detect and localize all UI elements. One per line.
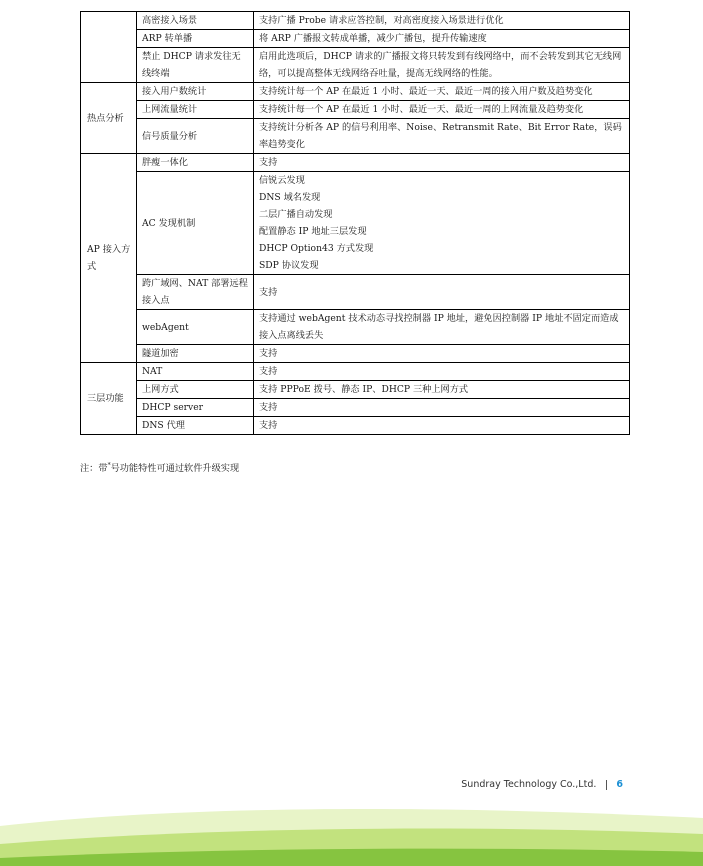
- feature-cell: 上网方式: [137, 381, 254, 399]
- feature-cell: webAgent: [137, 310, 254, 345]
- spec-table-body: [81, 12, 630, 435]
- table-row: [81, 310, 630, 345]
- description-cell: [254, 310, 630, 345]
- description-line: 将 ARP 广播报文转成单播，减少广播包，提升传输速度: [259, 33, 487, 44]
- table-row: [81, 119, 630, 154]
- description-cell: [254, 48, 630, 83]
- description-cell: [254, 83, 630, 101]
- description-cell: [254, 417, 630, 435]
- description-cell: [254, 381, 630, 399]
- footnote-suffix: 号功能特性可通过软件升级实现: [110, 463, 240, 474]
- table-row: [81, 83, 630, 101]
- description-line: 启用此选项后，DHCP 请求的广播报文将只转发到有线网络中，而不会转发到其它无线网络，可以提高整体无线网络吞吐量，提高无线网络的性能。: [259, 51, 622, 79]
- feature-cell: DHCP server: [137, 399, 254, 417]
- category-cell: 热点分析: [81, 83, 137, 154]
- description-line: 支持: [259, 366, 278, 377]
- category-cell: AP 接入方式: [81, 154, 137, 363]
- table-row: [81, 345, 630, 363]
- decorative-green-wave: [0, 796, 703, 866]
- feature-cell: 高密接入场景: [137, 12, 254, 30]
- description-line: 支持: [259, 286, 278, 298]
- table-row: [81, 30, 630, 48]
- description-line: 支持通过 webAgent 技术动态寻找控制器 IP 地址，避免因控制器 IP 地址不固定而造成接入点离线丢失: [259, 313, 619, 341]
- table-row: [81, 48, 630, 83]
- feature-cell: 上网流量统计: [137, 101, 254, 119]
- table-row: [81, 12, 630, 30]
- table-row: [81, 399, 630, 417]
- footnote: [80, 460, 239, 474]
- feature-cell: 信号质量分析: [137, 119, 254, 154]
- table-row: [81, 275, 630, 310]
- table-row: [81, 154, 630, 172]
- company-name: Sundray Technology Co.,Ltd.: [461, 779, 597, 790]
- feature-cell: 跨广域网、NAT 部署远程接入点: [137, 275, 254, 310]
- description-line: 二层广播自动发现: [259, 209, 333, 220]
- footnote-star: *: [107, 461, 111, 469]
- page-footer: [461, 779, 623, 790]
- description-cell: [254, 345, 630, 363]
- description-line: 支持: [259, 402, 278, 413]
- table-row: [81, 381, 630, 399]
- feature-cell: AC 发现机制: [137, 172, 254, 275]
- footnote-prefix: 注：带: [80, 463, 108, 474]
- description-cell: [254, 30, 630, 48]
- description-line: DHCP Option43 方式发现: [259, 243, 374, 254]
- description-cell: [254, 275, 630, 310]
- feature-cell: 胖瘦一体化: [137, 154, 254, 172]
- description-line: 配置静态 IP 地址三层发现: [259, 226, 367, 237]
- table-row: [81, 417, 630, 435]
- description-line: 支持统计分析各 AP 的信号利用率、Noise、Retransmit Rate、Bit Error Rate，误码率趋势变化: [259, 122, 622, 150]
- description-cell: [254, 119, 630, 154]
- feature-cell: 禁止 DHCP 请求发往无线终端: [137, 48, 254, 83]
- category-cell: 三层功能: [81, 363, 137, 435]
- description-cell: [254, 172, 630, 275]
- description-line: 支持 PPPoE 拨号、静态 IP、DHCP 三种上网方式: [259, 384, 469, 395]
- description-line: DNS 域名发现: [259, 192, 321, 203]
- table-row: [81, 172, 630, 275]
- table-row: [81, 101, 630, 119]
- description-cell: [254, 101, 630, 119]
- feature-spec-table: [80, 11, 630, 435]
- description-line: SDP 协议发现: [259, 260, 319, 271]
- description-cell: [254, 154, 630, 172]
- description-cell: [254, 12, 630, 30]
- description-cell: [254, 363, 630, 381]
- description-line: 支持广播 Probe 请求应答控制，对高密度接入场景进行优化: [259, 15, 504, 26]
- feature-cell: 接入用户数统计: [137, 83, 254, 101]
- table-row: [81, 363, 630, 381]
- description-line: 支持统计每一个 AP 在最近 1 小时、最近一天、最近一周的上网流量及趋势变化: [259, 104, 584, 115]
- feature-cell: ARP 转单播: [137, 30, 254, 48]
- description-line: 支持: [259, 157, 278, 168]
- category-cell: [81, 12, 137, 83]
- feature-cell: NAT: [137, 363, 254, 381]
- page-number: 6: [616, 779, 623, 790]
- description-cell: [254, 399, 630, 417]
- footer-divider: [606, 780, 607, 790]
- description-line: 支持: [259, 420, 278, 431]
- feature-cell: 隧道加密: [137, 345, 254, 363]
- description-line: 信锐云发现: [259, 175, 305, 186]
- feature-cell: DNS 代理: [137, 417, 254, 435]
- description-line: 支持: [259, 348, 278, 359]
- description-line: 支持统计每一个 AP 在最近 1 小时、最近一天、最近一周的接入用户数及趋势变化: [259, 86, 593, 97]
